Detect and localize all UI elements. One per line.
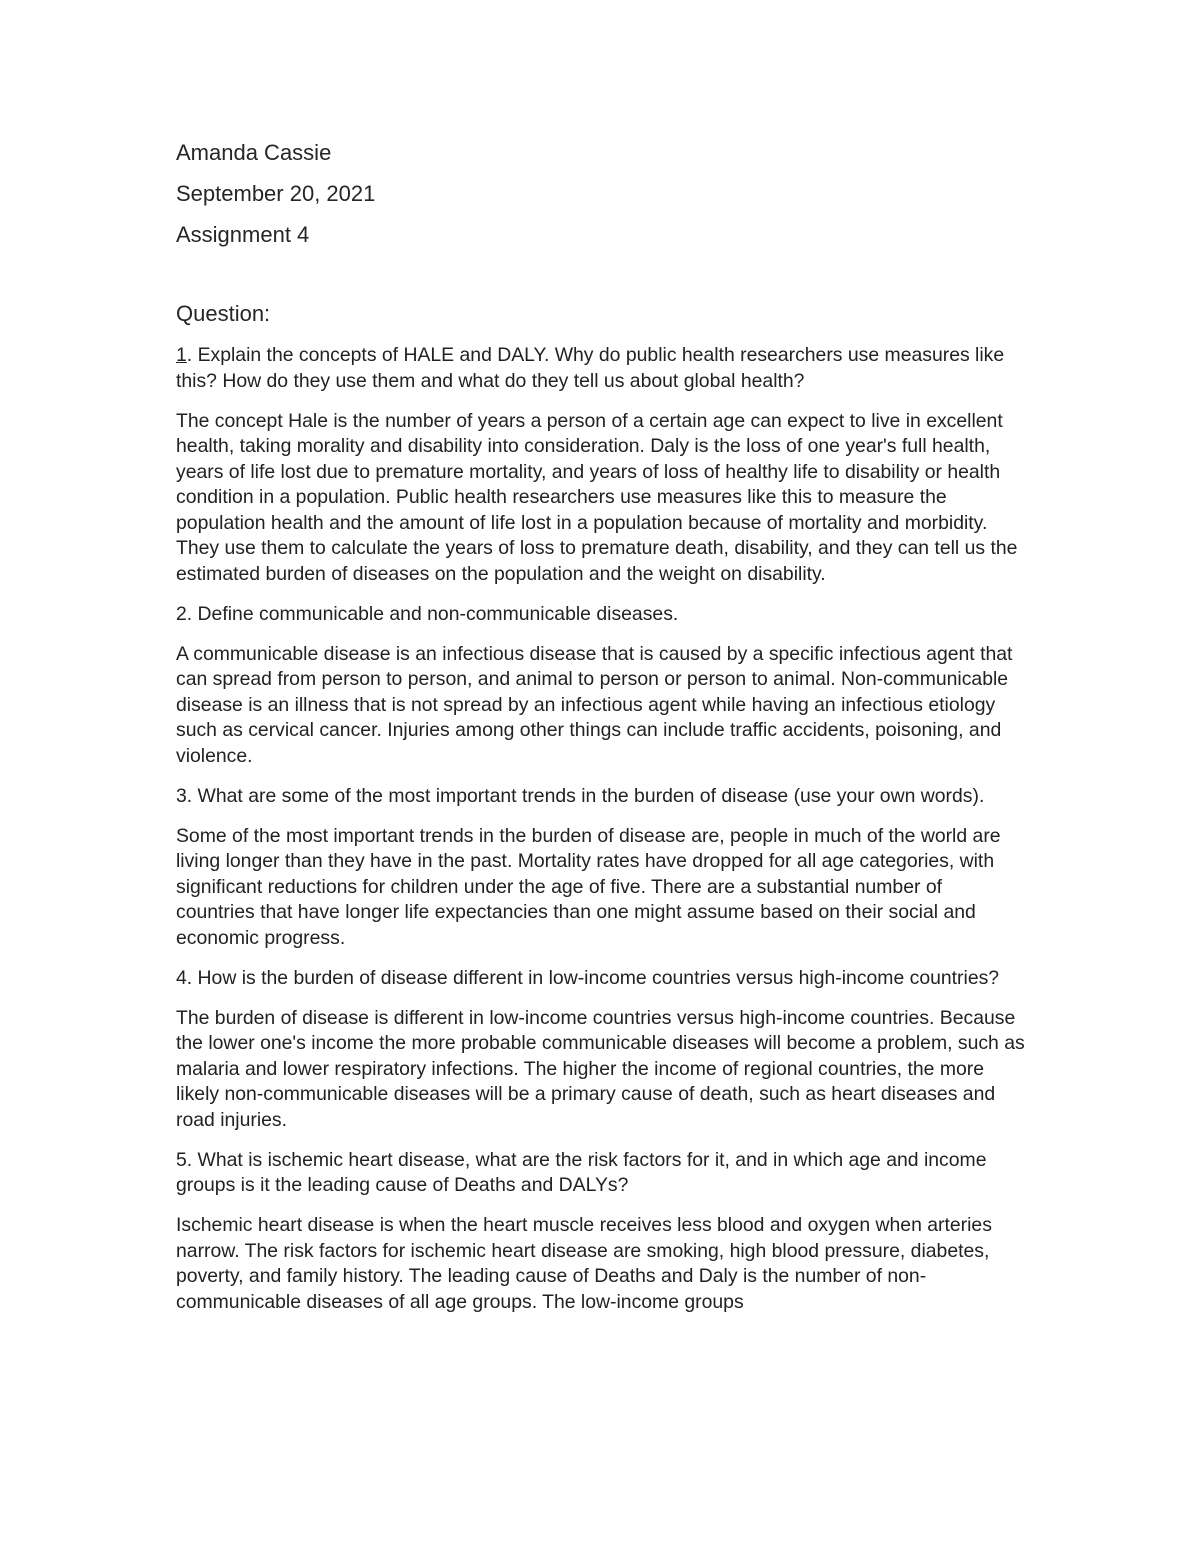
question-1-text: . Explain the concepts of HALE and DALY. Why do public health researchers use measures like this? How do they use them and what do they tell us about global health? — [176, 344, 1005, 392]
answer-1: The concept Hale is the number of years a person of a certain age can expect to live in excellent health, taking morality and disability into consideration. Daly is the loss of one year's full health, years of life lost due to premature mortality, and years of loss of healthy life to disability or health condition in a population. Public health researchers use measures like this to measure the population health and the amount of life lost in a population because of mortality and morbidity. They use them to calculate the years of loss to premature death, disability, and they can tell us the estimated burden of diseases on the population and the weight on disability. — [176, 409, 1018, 585]
question-1-number: 1 — [176, 344, 187, 366]
question-4: 4. How is the burden of disease different in low-income countries versus high-income countries? — [176, 966, 1000, 989]
author-name: Amanda Cassie — [176, 140, 332, 165]
answer-3: Some of the most important trends in the burden of disease are, people in much of the world are living longer than they have in the past. Mortality rates have dropped for all age categories, with significant reductions for children under the age of five. There are a substantial number of countries that have longer life expectancies than one might assume based on their social and economic progress. — [176, 824, 1001, 949]
assignment-title: Assignment 4 — [176, 222, 310, 247]
question-1 — [176, 343, 1026, 394]
answer-5: Ischemic heart disease is when the heart muscle receives less blood and oxygen when arteries narrow. The risk factors for ischemic heart disease are smoking, high blood pressure, diabetes, poverty, and family history. The leading cause of Deaths and Daly is the number of non-communicable diseases of all age groups. The low-income groups — [176, 1214, 992, 1313]
question-5: 5. What is ischemic heart disease, what are the risk factors for it, and in which age and income groups is it the leading cause of Deaths and DALYs? — [176, 1148, 987, 1196]
answer-2: A communicable disease is an infectious disease that is caused by a specific infectious agent that can spread from person to person, and animal to person or person to animal. Non-communicable disease is an illness that is not spread by an infectious agent while having an infectious etiology such as cervical cancer. Injuries among other things can include traffic accidents, poisoning, and violence. — [176, 642, 1013, 767]
answer-4: The burden of disease is different in low-income countries versus high-income countries. Because the lower one's income the more probable communicable diseases will become a problem, such as malaria and lower respiratory infections. The higher the income of regional countries, the more likely non-communicable diseases will be a primary cause of death, such as heart diseases and road injuries. — [176, 1006, 1025, 1131]
question-heading: Question: — [176, 301, 271, 326]
document-body — [176, 138, 1026, 1330]
question-3: 3. What are some of the most important trends in the burden of disease (use your own words). — [176, 784, 985, 807]
question-2: 2. Define communicable and non-communicable diseases. — [176, 602, 679, 625]
document-date: September 20, 2021 — [176, 181, 376, 206]
